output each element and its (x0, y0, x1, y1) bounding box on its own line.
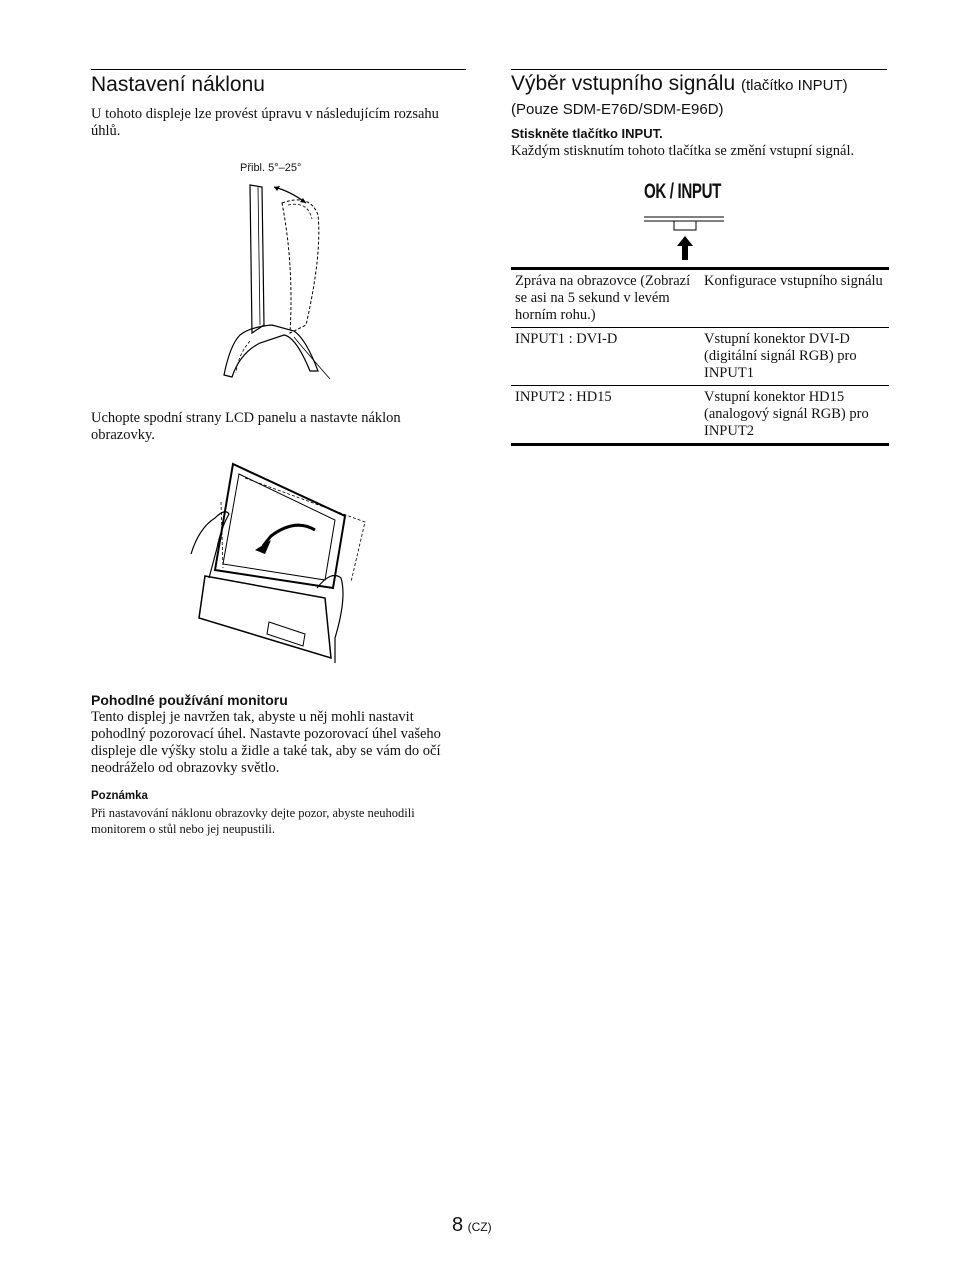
input-button-icon (644, 214, 728, 262)
table-header-row (511, 269, 889, 328)
right-title-rule (511, 69, 887, 70)
left-intro-text: U tohoto displeje lze provést úpravu v následujícím rozsahu úhlů. (91, 106, 439, 139)
step-heading: Stiskněte tlačítko INPUT. (511, 126, 663, 141)
page-number-suffix: (CZ) (467, 1220, 492, 1234)
tilt-angle-illustration (210, 175, 350, 385)
input-signal-table (511, 267, 889, 446)
left-instruction-text: Uchopte spodní strany LCD panelu a nastavte náklon obrazovky. (91, 410, 401, 443)
table-cell: INPUT2 : HD15 (515, 389, 612, 405)
hands-tilt-illustration (185, 458, 375, 668)
left-section-title: Nastavení náklonu (91, 73, 265, 96)
right-section-title (511, 73, 891, 121)
table-header-message: Zpráva na obrazovce (Zobrazí se asi na 5 sekund v levém horním rohu.) (515, 273, 691, 323)
angle-label: Přibl. 5°–25° (240, 162, 302, 174)
table-row (511, 386, 889, 445)
right-title-main: Výběr vstupního signálu (511, 72, 736, 95)
table-cell: Vstupní konektor HD15 (analogový signál RGB) pro INPUT2 (704, 389, 869, 439)
table-header-config: Konfigurace vstupního signálu (704, 273, 883, 289)
page-number (452, 1214, 492, 1237)
table-row (511, 328, 889, 386)
comfort-text: Tento displej je navržen tak, abyste u něj mohli nastavit pohodlný pozorovací úhel. Nastavte pozorovací úhel vašeho displeje dle výšky stolu a židle a také tak, aby se vám do očí neodráželo od obrazovky světlo. (91, 709, 441, 776)
ok-input-label: OK / INPUT (644, 180, 722, 203)
right-title-suffix: (tlačítko INPUT) (740, 77, 848, 94)
right-title-line2: (Pouze SDM-E76D/SDM-E96D) (511, 101, 724, 118)
left-title-rule (91, 69, 466, 70)
table-cell: INPUT1 : DVI-D (515, 331, 618, 347)
step-text: Každým stisknutím tohoto tlačítka se změní vstupní signál. (511, 143, 855, 159)
comfort-heading: Pohodlné používání monitoru (91, 692, 288, 708)
note-heading: Poznámka (91, 790, 148, 802)
page-number-value: 8 (452, 1214, 464, 1236)
table-cell: Vstupní konektor DVI-D (digitální signál RGB) pro INPUT1 (704, 331, 857, 381)
note-text: Při nastavování náklonu obrazovky dejte pozor, abyste neuhodili monitorem o stůl nebo jej neupustili. (91, 806, 415, 836)
